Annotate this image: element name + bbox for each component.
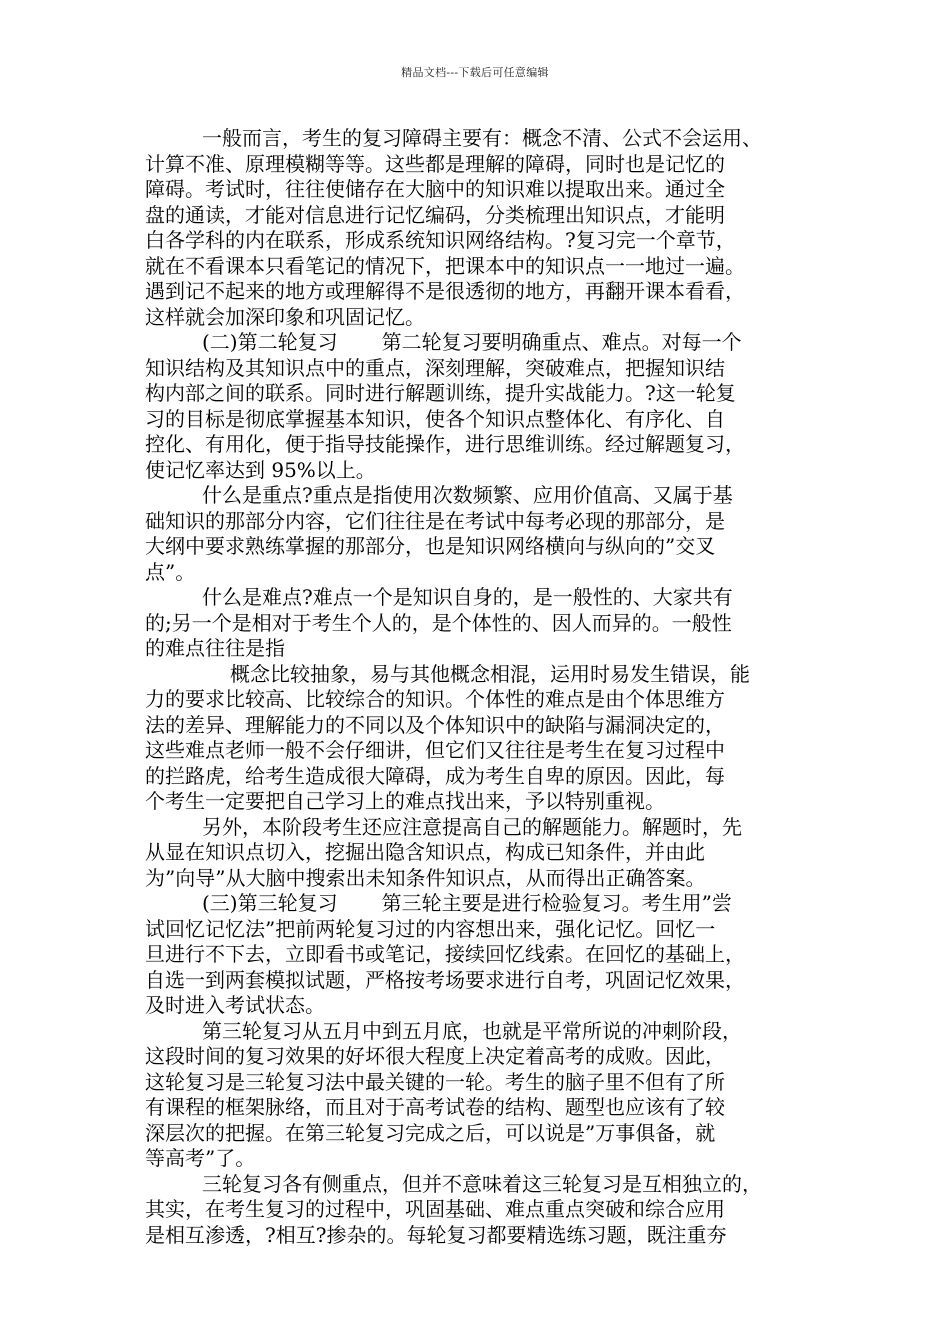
text-line: 知识结构及其知识点中的重点，深刻理解，突破难点，把握知识结 xyxy=(145,355,725,380)
text-line: 这些难点老师一般不会仔细讲，但它们又往往是考生在复习过程中 xyxy=(145,738,725,762)
text-line: 为”向导”从大脑中搜索出未知条件知识点，从而得出正确答案。 xyxy=(145,865,706,890)
text-line: 深层次的把握。在第三轮复习完成之后，可以说是”万事俱备，就 xyxy=(145,1120,716,1145)
text-line: 旦进行不下去，立即看书或笔记，接续回忆线索。在回忆的基础上， xyxy=(145,942,745,966)
text-line: 自选一到两套模拟试题，严格按考场要求进行自考，巩固记忆效果， xyxy=(145,967,745,992)
section-heading: (三)第三轮复习 xyxy=(202,891,338,915)
text-line: 及时进入考试状态。 xyxy=(145,993,325,1017)
text-line: 盘的通读，才能对信息进行记忆编码，分类梳理出知识点，才能明 xyxy=(145,202,725,227)
text-line: 三轮复习各有侧重点，但并不意味着这三轮复习是互相独立的， xyxy=(202,1171,762,1196)
text-line: 计算不准、原理模糊等等。这些都是理解的障碍，同时也是记忆的 xyxy=(145,151,725,176)
text-line: 遇到记不起来的地方或理解得不是很透彻的地方，再翻开课本看看， xyxy=(145,279,745,303)
text-line: 什么是难点?难点一个是知识自身的，是一般性的、大家共有 xyxy=(202,585,733,609)
text-line: 控化、有用化，便于指导技能操作，进行思维训练。经过解题复习， xyxy=(145,432,745,456)
text-line: 的拦路虎，给考生造成很大障碍，成为考生自卑的原因。因此，每 xyxy=(145,763,725,788)
text-line: 的;另一个是相对于考生个人的，是个体性的、因人而异的。一般性 xyxy=(145,610,732,635)
text-line: 就在不看课本只看笔记的情况下，把课本中的知识点一一地过一遍。 xyxy=(145,253,745,278)
text-line: 这轮复习是三轮复习法中最关键的一轮。考生的脑子里不但有了所 xyxy=(145,1069,725,1094)
text-line: 第二轮复习要明确重点、难点。对每一个 xyxy=(381,330,742,354)
text-line: 概念比较抽象，易与其他概念相混，运用时易发生错误，能 xyxy=(230,661,750,686)
text-line: 障碍。考试时，往往使储存在大脑中的知识难以提取出来。通过全 xyxy=(145,177,725,201)
text-line: 这段时间的复习效果的好坏很大程度上决定着高考的成败。因此， xyxy=(145,1044,725,1068)
text-line: 第三轮复习从五月中到五月底，也就是平常所说的冲刺阶段， xyxy=(202,1018,742,1043)
text-line: 什么是重点?重点是指使用次数频繁、应用价值高、又属于基 xyxy=(202,483,733,507)
text-line: 是相互渗透，?相互?掺杂的。每轮复习都要精选练习题，既注重夯 xyxy=(145,1222,727,1247)
text-line: 一般而言，考生的复习障碍主要有：概念不清、公式不会运用、 xyxy=(202,126,762,150)
document-body xyxy=(145,126,805,1248)
text-line: 从显在知识点切入，挖掘出隐含知识点，构成已知条件，并由此 xyxy=(145,840,705,864)
text-line: 白各学科的内在联系，形成系统知识网络结构。?复习完一个章节， xyxy=(145,228,736,252)
text-line: 等高考”了。 xyxy=(145,1146,256,1170)
text-line: 法的差异、理解能力的不同以及个体知识中的缺陷与漏洞决定的， xyxy=(145,712,725,737)
section-heading-line xyxy=(145,330,805,356)
text-line: 试回忆记忆法”把前两轮复习过的内容想出来，强化记忆。回忆一 xyxy=(145,916,716,941)
text-line: 其实，在考生复习的过程中，巩固基础、难点重点突破和综合应用 xyxy=(145,1197,725,1221)
text-line: 础知识的那部分内容，它们往往是在考试中每考必现的那部分，是 xyxy=(145,508,725,533)
text-line: 使记忆率达到 95%以上。 xyxy=(145,457,376,482)
section-heading: (二)第二轮复习 xyxy=(202,330,338,354)
page-header: 精品文档---下载后可任意编辑 xyxy=(401,66,549,79)
text-line: 大纲中要求熟练掌握的那部分，也是知识网络横向与纵向的”交叉 xyxy=(145,534,716,558)
text-line: 习的目标是彻底掌握基本知识，使各个知识点整体化、有序化、自 xyxy=(145,406,725,431)
text-line: 的难点往往是指 xyxy=(145,636,285,660)
text-line: 这样就会加深印象和巩固记忆。 xyxy=(145,304,425,329)
section-heading-line xyxy=(145,891,805,917)
text-line: 个考生一定要把自己学习上的难点找出来，予以特别重视。 xyxy=(145,789,665,813)
text-line: 有课程的框架脉络，而且对于高考试卷的结构、题型也应该有了较 xyxy=(145,1095,725,1119)
text-line: 点”。 xyxy=(145,559,196,584)
text-line: 第三轮主要是进行检验复习。考生用”尝 xyxy=(381,891,732,915)
text-line: 构内部之间的联系。同时进行解题训练，提升实战能力。?这一轮复 xyxy=(145,381,736,405)
text-line: 另外，本阶段考生还应注意提高自己的解题能力。解题时，先 xyxy=(202,814,742,839)
text-line: 力的要求比较高、比较综合的知识。个体性的难点是由个体思维方 xyxy=(145,687,725,711)
